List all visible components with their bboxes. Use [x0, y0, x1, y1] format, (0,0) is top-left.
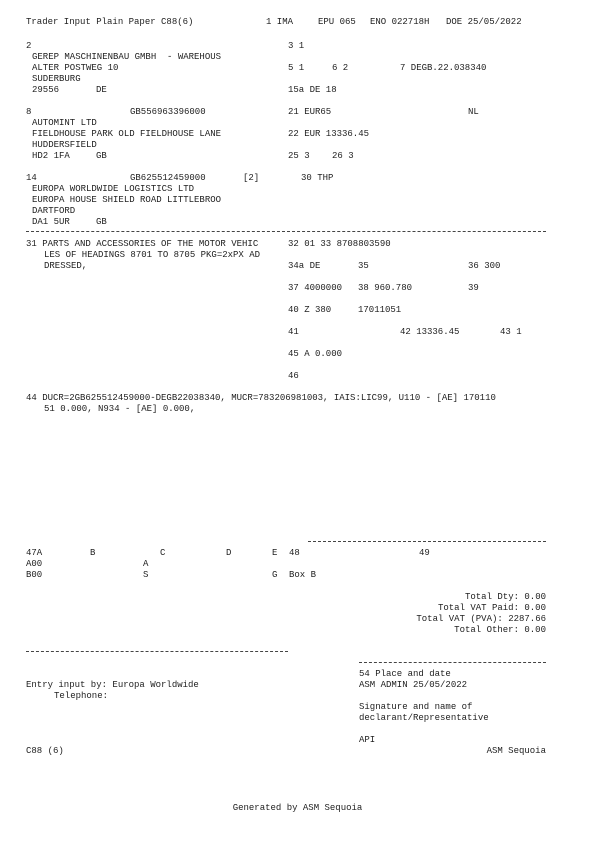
box-2-label: 2 [26, 41, 32, 51]
box-7-reference: 7 DEGB.22.038340 [400, 63, 487, 73]
box-49-warehouse: 49 [419, 548, 430, 558]
goods-description-line-1: 31 PARTS AND ACCESSORIES OF THE MOTOR VEHIC [26, 239, 259, 249]
box-42-item-price: 42 13336.45 [400, 327, 460, 337]
box-15a-dispatch-country: 15a DE 18 [288, 85, 337, 95]
goods-description-line-3: DRESSED, [44, 261, 88, 271]
box-40-reference: 17011051 [358, 305, 402, 315]
box-26-inland-mode: 26 3 [332, 151, 354, 161]
box-47-column-b: B [90, 548, 96, 558]
consignee-city: HUDDERSFIELD [32, 140, 97, 150]
divider [26, 231, 546, 232]
declarant-eori: GB625512459000 [130, 173, 206, 183]
box-47-row-1-type: A00 [26, 559, 43, 569]
total-vat-paid: Total VAT Paid: 0.00 [437, 603, 546, 613]
box-40-previous-document: 40 Z 380 [288, 305, 332, 315]
box-1-declaration-type: 1 IMA [266, 17, 294, 27]
box-47-column-d: D [226, 548, 232, 558]
form-code: C88 (6) [26, 746, 64, 756]
total-other: Total Other: 0.00 [454, 625, 546, 635]
consignor-country: DE [96, 85, 107, 95]
declarant-country: GB [96, 217, 107, 227]
box-46-statistical-value: 46 [288, 371, 299, 381]
box-b-label: Box B [289, 570, 317, 580]
total-vat-pva: Total VAT (PVA): 2287.66 [416, 614, 546, 624]
consignee-eori: GB556963396000 [130, 107, 206, 117]
box-47-row-2-type: B00 [26, 570, 43, 580]
consignee-postcode: HD2 1FA [32, 151, 70, 161]
box-54-label: 54 Place and date [359, 669, 451, 679]
box-39-quota: 39 [468, 283, 479, 293]
box-41-supplementary-units: 41 [288, 327, 299, 337]
declarant-street: EUROPA HOUSE SHIELD ROAD LITTLEBROO [32, 195, 222, 205]
telephone-label: Telephone: [54, 691, 109, 701]
box-37-procedure: 37 4000000 [288, 283, 343, 293]
box-35-gross-mass: 35 [358, 261, 369, 271]
signature-label-line-2: declarant/Representative [359, 713, 489, 723]
box-5-items: 5 1 [288, 63, 305, 73]
box-25-transport-mode: 25 3 [288, 151, 310, 161]
form-title: Trader Input Plain Paper C88(6) [26, 17, 194, 27]
generated-by: Generated by ASM Sequoia [232, 803, 363, 813]
box-22-invoice-total: 22 EUR 13336.45 [288, 129, 370, 139]
signature-api: API [359, 735, 376, 745]
consignor-postcode: 29556 [32, 85, 60, 95]
declarant-flag: [2] [243, 173, 260, 183]
total-duty: Total Dty: 0.00 [464, 592, 546, 602]
consignor-street: ALTER POSTWEG 10 [32, 63, 119, 73]
declarant-postcode: DA1 5UR [32, 217, 70, 227]
box-30-goods-location: 30 THP [301, 173, 334, 183]
box-47-column-c: C [160, 548, 166, 558]
box-47-column-e: E [272, 548, 278, 558]
box-47a-label: 47A [26, 548, 43, 558]
consignee-street: FIELDHOUSE PARK OLD FIELDHOUSE LANE [32, 129, 222, 139]
divider [359, 662, 546, 663]
box-21-country: NL [468, 107, 479, 117]
box-47-row-2-column-g: G [272, 570, 278, 580]
consignee-country: GB [96, 151, 107, 161]
box-45-adjustment: 45 A 0.000 [288, 349, 343, 359]
declarant-name: EUROPA WORLDWIDE LOGISTICS LTD [32, 184, 195, 194]
consignee-name: AUTOMINT LTD [32, 118, 97, 128]
box-21-transport: 21 EUR65 [288, 107, 332, 117]
signature-label-line-1: Signature and name of [359, 702, 473, 712]
date-of-entry: DOE 25/05/2022 [446, 17, 522, 27]
epu-number: EPU 065 [318, 17, 356, 27]
box-44-additional-info-line-1: 44 DUCR=2GB625512459000-DEGB22038340, MUCR=783206981003, IAIS:LIC99, U110 - [AE] 170110 [26, 393, 496, 403]
box-43-valuation-method: 43 1 [500, 327, 522, 337]
consignor-city: SUDERBURG [32, 74, 81, 84]
entry-input-by: Entry input by: Europa Worldwide [26, 680, 199, 690]
box-48-deferred-payment: 48 [289, 548, 300, 558]
goods-description-line-2: LES OF HEADINGS 8701 TO 8705 PKG=2xPX AD [44, 250, 261, 260]
box-38-net-mass: 38 960.780 [358, 283, 413, 293]
consignor-name: GEREP MASCHINENBAU GMBH - WAREHOUS [32, 52, 222, 62]
box-3-forms: 3 1 [288, 41, 305, 51]
box-8-label: 8 [26, 107, 32, 117]
box-14-label: 14 [26, 173, 37, 183]
declarant-city: DARTFORD [32, 206, 76, 216]
divider [308, 541, 546, 542]
box-34a-origin: 34a DE [288, 261, 321, 271]
box-44-additional-info-line-2: 51 0.000, N934 - [AE] 0.000, [44, 404, 196, 414]
box-47-row-1-value: A [143, 559, 149, 569]
vendor-name: ASM Sequoia [486, 746, 546, 756]
box-47-row-2-value: S [143, 570, 149, 580]
divider [26, 651, 288, 652]
entry-number: ENO 022718H [370, 17, 430, 27]
box-32-commodity-code: 32 01 33 8708803590 [288, 239, 391, 249]
box-36-preference: 36 300 [468, 261, 501, 271]
place-and-date: ASM ADMIN 25/05/2022 [359, 680, 468, 690]
box-6-packages: 6 2 [332, 63, 349, 73]
